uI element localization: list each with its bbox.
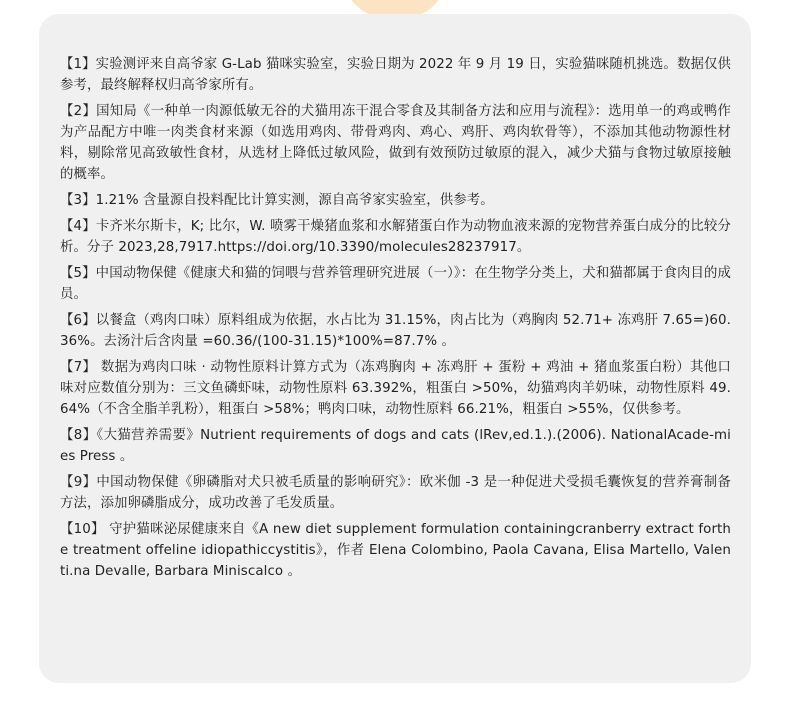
footnote-2: 【2】国知局《一种单一肉源低敏无谷的犬猫用冻干混合零食及其制备方法和应用与流程》：选用单一的鸡或鸭作为产品配方中唯一肉类食材来源（如选用鸡肉、带骨鸡肉、鸡心、鸡肝、鸡肉软骨等），不添加其他动物源性材料，剔除常见高致敏性食材，从选材上降低过敏风险，做到有效预防过敏原的混入，减少犬猫与食物过敏原接触的概率。: [60, 104, 731, 182]
footnote-7: 【7】 数据为鸡肉口味 · 动物性原料计算方式为（冻鸡胸肉 + 冻鸡肝 + 蛋粉 + 鸡油 + 猪血浆蛋白粉）其他口味对应数值分别为：三文鱼磷虾味，动物性原料 63.392%，粗蛋白 >50%，幼猫鸡肉羊奶味，动物性原料 49.64%（不含全脂羊乳粉），粗蛋白 >58%；鸭肉口味，动物性原料 66.21%，粗蛋白 >55%，仅供参考。: [60, 360, 731, 417]
footnotes-list: [60, 54, 731, 582]
footnote-3: 【3】1.21% 含量源自投料配比计算实测，源自高爷家实验室，供参考。: [60, 193, 494, 208]
footnote-9: 【9】中国动物保健《卵磷脂对犬只被毛质量的影响研究》：欧米伽 -3 是一种促进犬受损毛囊恢复的营养膏制备方法，添加卵磷脂成分，成功改善了毛发质量。: [60, 475, 731, 511]
footnote-1: 【1】实验测评来自高爷家 G-Lab 猫咪实验室，实验日期为 2022 年 9 月 19 日，实验猫咪随机挑选。数据仅供参考，最终解释权归高爷家所有。: [60, 57, 731, 93]
footnote-5: 【5】中国动物保健《健康犬和猫的饲喂与营养管理研究进展（一）》：在生物学分类上，犬和猫都属于食肉目的成员。: [60, 266, 731, 302]
footnote-6: 【6】以餐盒（鸡肉口味）原料组成为依据，水占比为 31.15%，肉占比为（鸡胸肉 52.71+ 冻鸡肝 7.65=)60.36%。去汤汁后含肉量 =60.36/(100-31.15)*100%=87.7% 。: [60, 313, 731, 349]
footnote-4: 【4】卡齐米尔斯卡，K; 比尔，W. 喷雾干燥猪血浆和水解猪蛋白作为动物血液来源的宠物营养蛋白成分的比较分析。分子 2023,28,7917.https://doi.org/10.3390/molecules28237917。: [60, 219, 731, 255]
footnote-10: 【10】 守护猫咪泌尿健康来自《A new diet supplement formulation containingcranberry extract forthe treatment offeline idiopathiccystitis》，作者 Elena Colombino, Paola Cavana, Elisa Martello, Valenti.na Devalle, Barbara Miniscalco 。: [60, 522, 731, 579]
footnotes-card: [39, 14, 751, 683]
footnote-8: 【8】《大猫营养需要》Nutrient requirements of dogs and cats (lRev,ed.1.).(2006). NationalAcade-mies Press 。: [60, 428, 731, 464]
